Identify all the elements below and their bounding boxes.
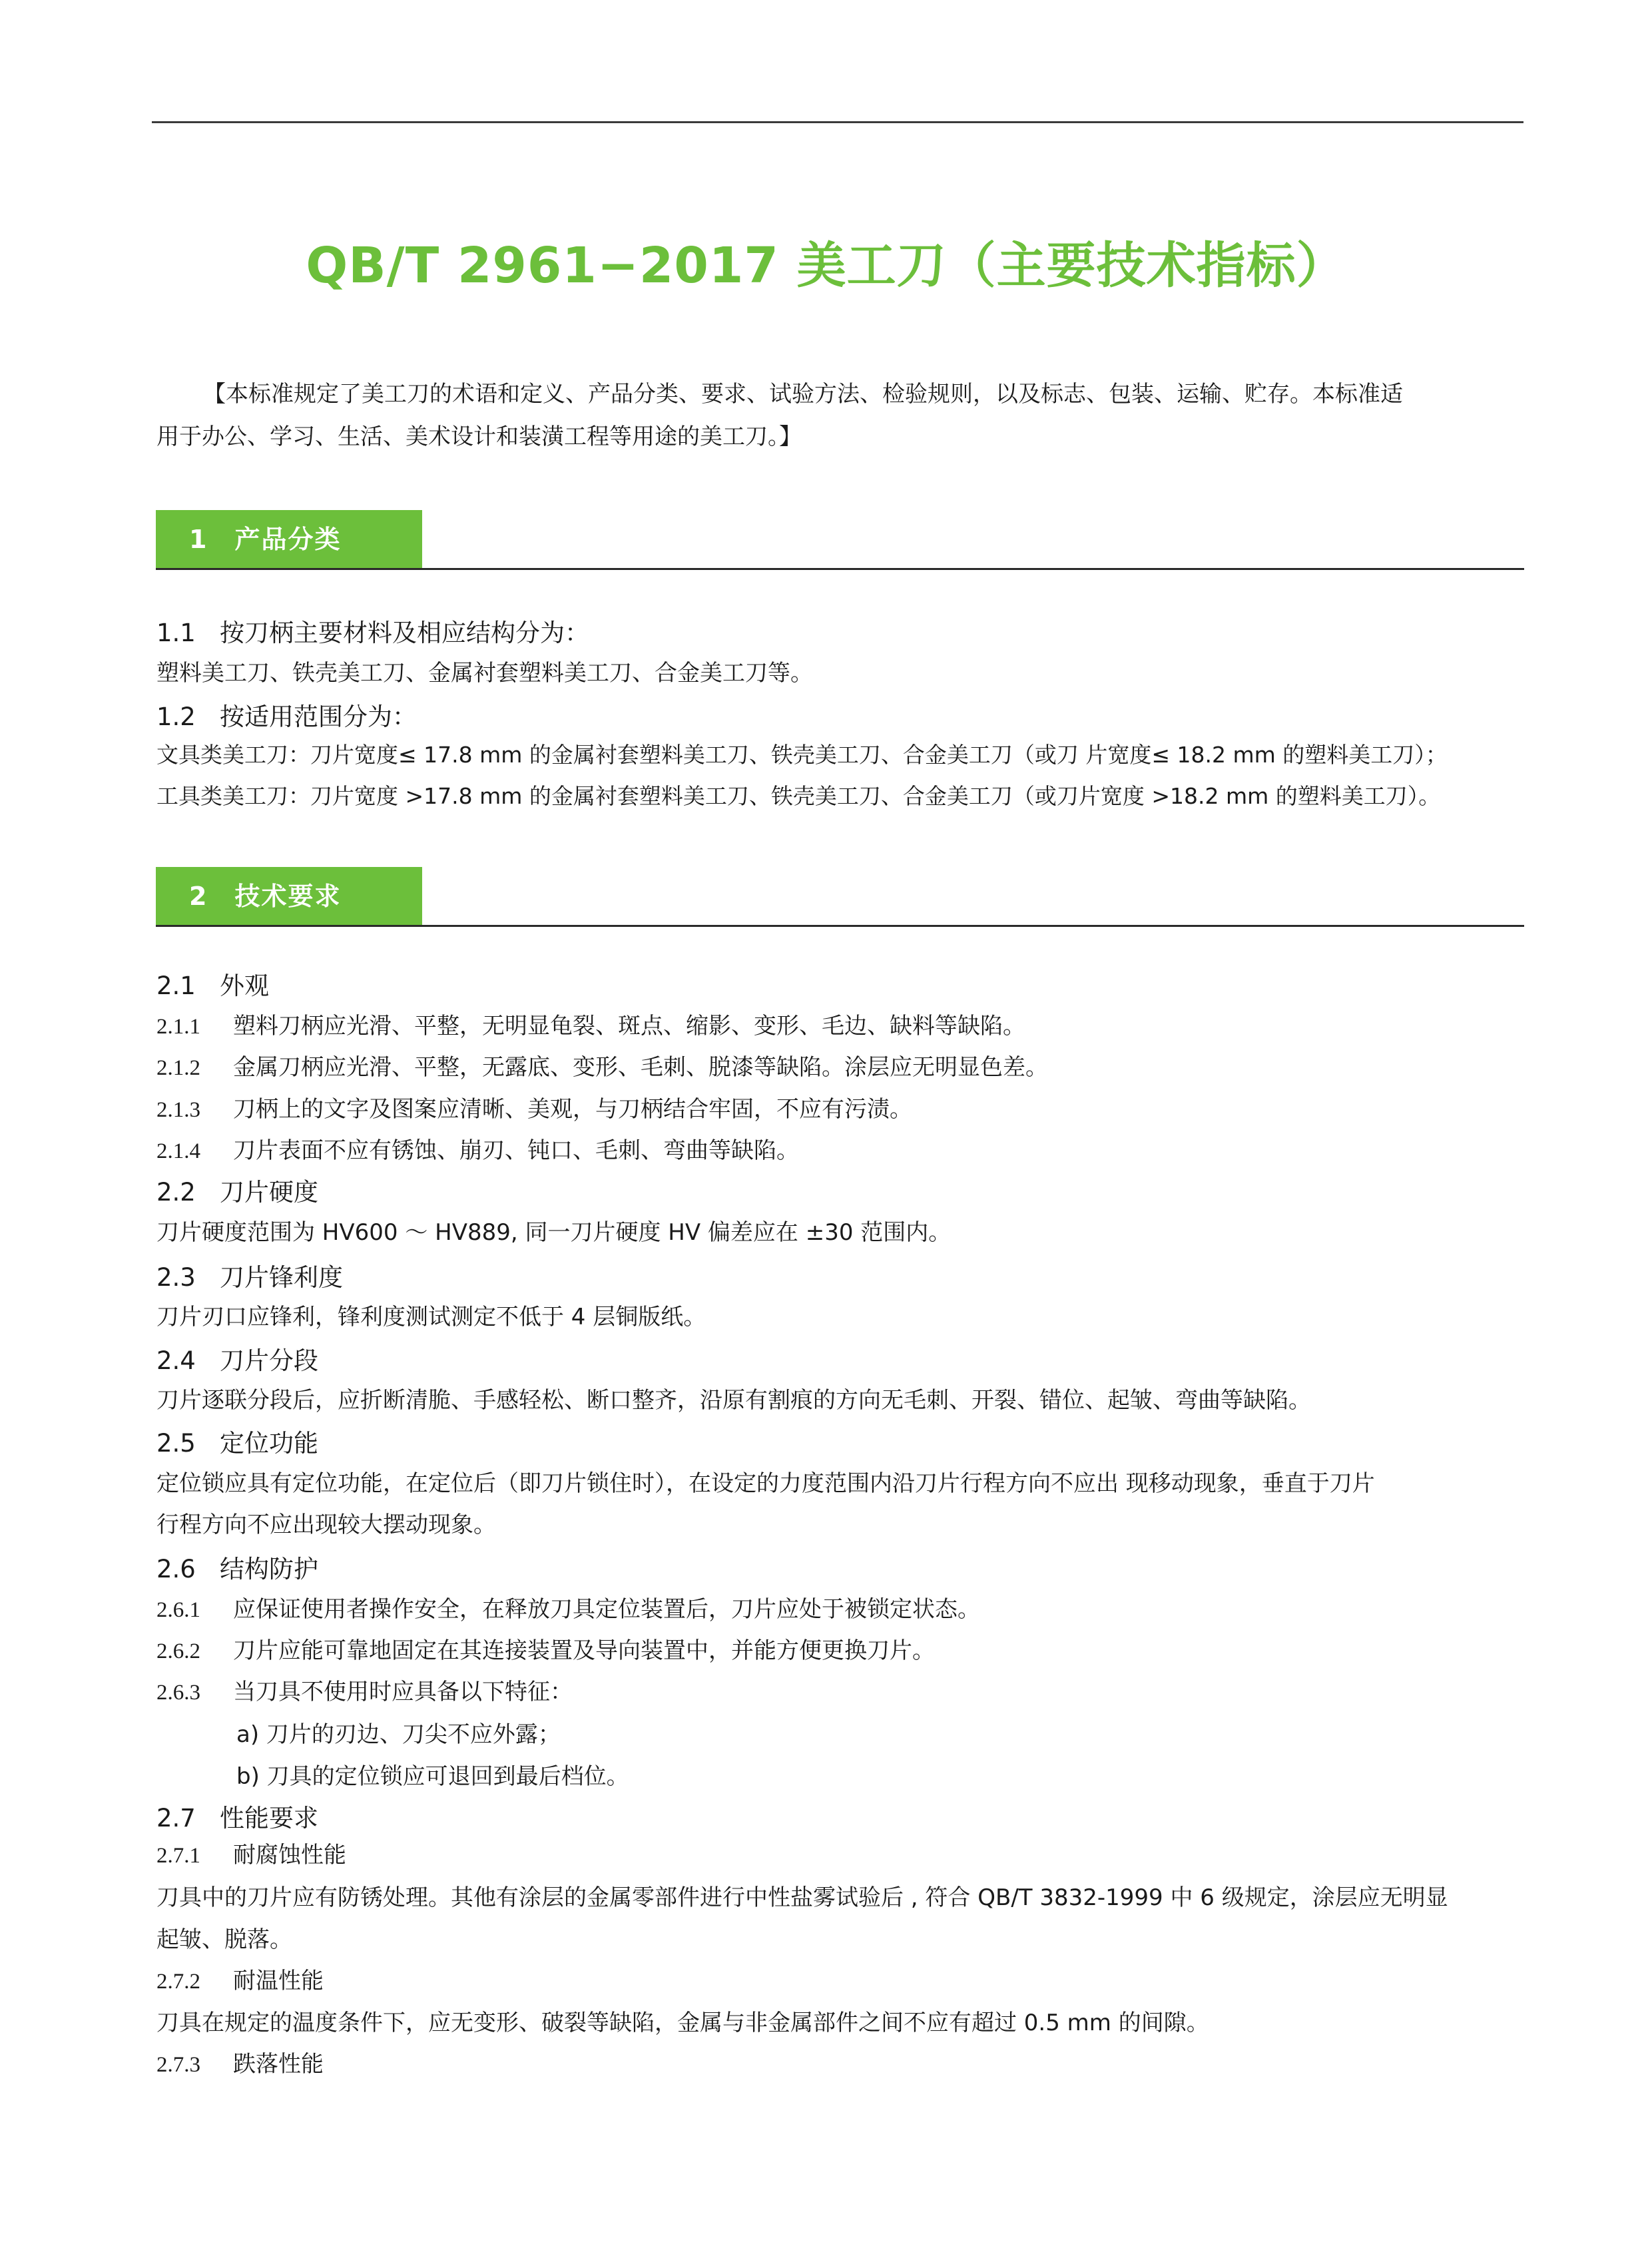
intro-line-2: 用于办公、学习、生活、美术设计和装潢工程等用途的美工刀。】 [156,423,802,450]
heading-2-2: 2.2 刀片硬度 [156,1178,318,1207]
section-2-rule [156,925,1524,927]
item-2-6-2: 2.6.2 刀片应能可靠地固定在其连接装置及导向装置中，并能方便更换刀片。 [156,1637,935,1664]
section-2-header [156,867,1524,927]
section-1-title: 1 产品分类 [189,525,342,554]
text-2-7-2: 刀具在规定的温度条件下，应无变形、破裂等缺陷，金属与非金属部件之间不应有超过 0.5 mm 的间隙。 [156,2010,1209,2036]
item-2-6-3-b: b) 刀具的定位锁应可退回到最后档位。 [236,1763,629,1790]
item-2-7-3: 2.7.3 跌落性能 [156,2051,324,2078]
intro-line-1: 【本标准规定了美工刀的术语和定义、产品分类、要求、试验方法、检验规则，以及标志、包装、运输、贮存。本标准适 [203,381,1403,408]
text-2-3: 刀片刃口应锋利，锋利度测试测定不低于 4 层铜版纸。 [156,1304,706,1330]
item-2-6-3: 2.6.3 当刀具不使用时应具备以下特征： [156,1679,573,1705]
item-2-6-1: 2.6.1 应保证使用者操作安全，在释放刀具定位装置后，刀片应处于被锁定状态。 [156,1596,980,1623]
text-2-2: 刀片硬度范围为 HV600 ～ HV889, 同一刀片硬度 HV 偏差应在 ±30 范围内。 [156,1219,952,1246]
item-2-1-4: 2.1.4 刀片表面不应有锈蚀、崩刃、钝口、毛刺、弯曲等缺陷。 [156,1137,799,1164]
item-2-1-3: 2.1.3 刀柄上的文字及图案应清晰、美观，与刀柄结合牢固，不应有污渍。 [156,1096,912,1123]
item-2-6-3-a: a) 刀片的刃边、刀尖不应外露； [236,1721,561,1748]
document-title: QB/T 2961−2017 美工刀（主要技术指标） [306,237,1346,294]
section-2-title: 2 技术要求 [189,882,342,911]
heading-2-1: 2.1 外观 [156,972,269,1000]
text-2-7-1-a: 刀具中的刀片应有防锈处理。其他有涂层的金属零部件进行中性盐雾试验后 , 符合 QB/T 3832-1999 中 6 级规定，涂层应无明显 [156,1884,1448,1911]
heading-1-2: 1.2 按适用范围分为： [156,702,417,731]
heading-1-1: 1.1 按刀柄主要材料及相应结构分为： [156,619,589,647]
heading-2-6: 2.6 结构防护 [156,1555,318,1583]
item-2-1-2: 2.1.2 金属刀柄应光滑、平整，无露底、变形、毛刺、脱漆等缺陷。涂层应无明显色差。 [156,1054,1048,1081]
text-2-5-b: 行程方向不应出现较大摆动现象。 [156,1512,496,1538]
item-2-1-1: 2.1.1 塑料刀柄应光滑、平整，无明显龟裂、斑点、缩影、变形、毛边、缺料等缺陷。 [156,1013,1025,1039]
top-rule [152,121,1523,123]
heading-2-5: 2.5 定位功能 [156,1429,318,1458]
heading-2-3: 2.3 刀片锋利度 [156,1263,343,1292]
text-1-2-a: 文具类美工刀：刀片宽度≤ 17.8 mm 的金属衬套塑料美工刀、铁壳美工刀、合金美工刀（或刀 片宽度≤ 18.2 mm 的塑料美工刀）； [156,742,1448,768]
text-1-1: 塑料美工刀、铁壳美工刀、金属衬套塑料美工刀、合金美工刀等。 [156,660,813,687]
heading-2-7: 2.7 性能要求 [156,1804,318,1832]
section-1-rule [156,568,1524,570]
text-2-4: 刀片逐联分段后，应折断清脆、手感轻松、断口整齐，沿原有割痕的方向无毛刺、开裂、错位、起皱、弯曲等缺陷。 [156,1387,1311,1414]
text-2-5-a: 定位锁应具有定位功能，在定位后（即刀片锁住时），在设定的力度范围内沿刀片行程方向不应出 现移动现象，垂直于刀片 [156,1470,1375,1497]
intro-paragraph [156,373,1521,458]
text-2-7-1-b: 起皱、脱落。 [156,1926,292,1953]
text-1-2-b: 工具类美工刀：刀片宽度 >17.8 mm 的金属衬套塑料美工刀、铁壳美工刀、合金美工刀（或刀片宽度 >18.2 mm 的塑料美工刀）。 [156,783,1441,809]
heading-2-4: 2.4 刀片分段 [156,1346,318,1375]
item-2-7-1: 2.7.1 耐腐蚀性能 [156,1842,346,1868]
section-1-header [156,510,1524,570]
item-2-7-2: 2.7.2 耐温性能 [156,1968,324,1994]
